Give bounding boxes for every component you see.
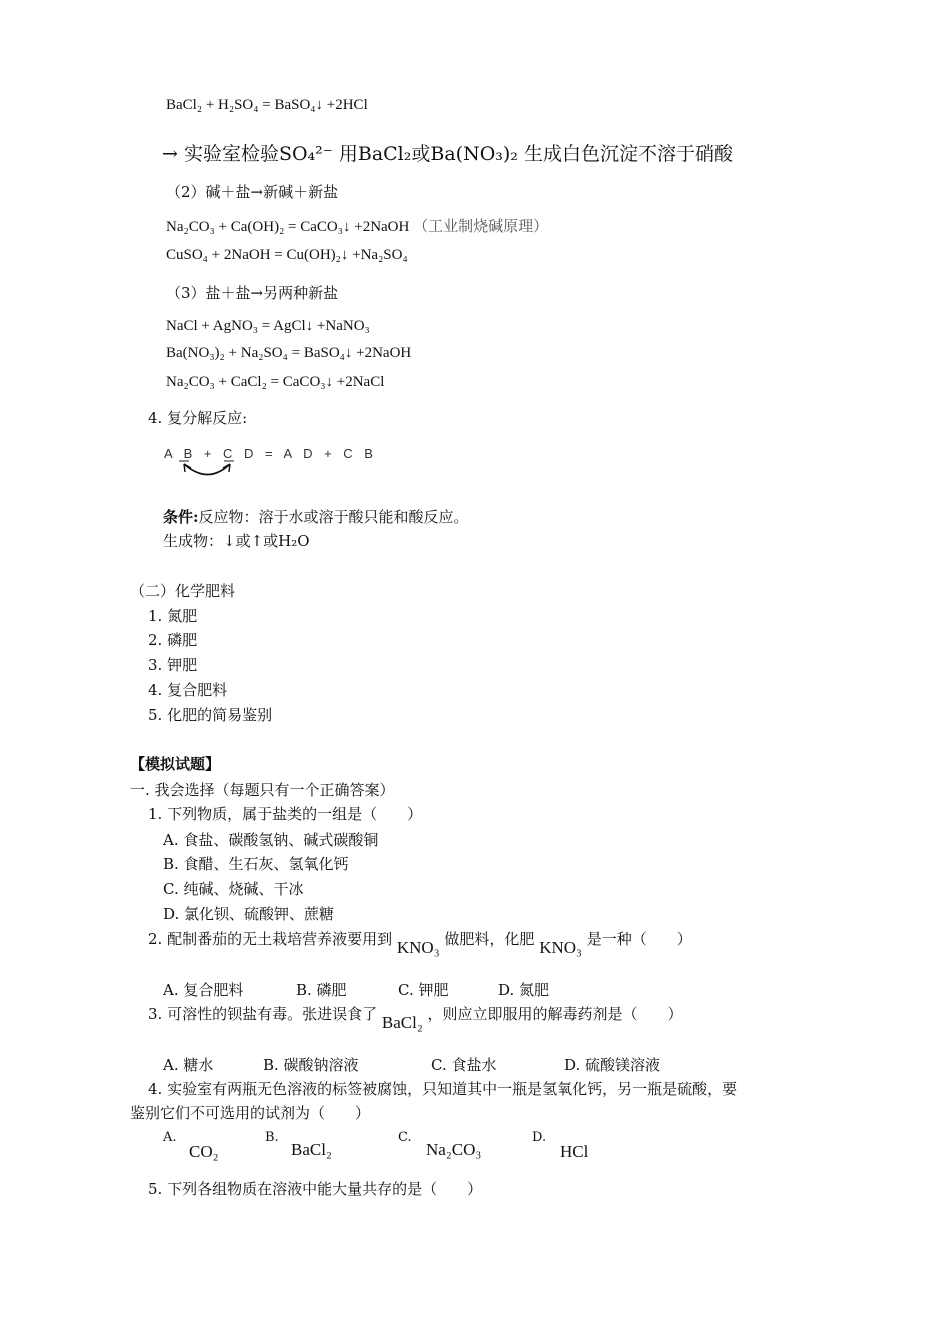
equation-text: Na₂CO₃ + Ca(OH)₂ = CaCO₃↓ +2NaOH [166,219,410,235]
quiz-section-title: 一. 我会选择（每题只有一个正确答案） [130,781,395,799]
question-4-option-d-letter: D. [532,1130,547,1145]
question-3-option-c: C. 食盐水 [431,1056,497,1074]
question-4-stem-line-2: 鉴别它们不可选用的试剂为（ ） [130,1104,371,1122]
question-4-option-b-letter: B. [265,1130,279,1145]
question-5-stem: 5. 下列各组物质在溶液中能大量共存的是（ ） [148,1180,483,1198]
condition-line [163,507,469,527]
fertilizer-item: 5. 化肥的简易鉴别 [148,706,273,724]
sulfate-test-line: → 实验室检验SO₄²⁻ 用BaCl₂或Ba(NO₃)₂ 生成白色沉淀不溶于硝酸 [162,143,733,165]
question-3-stem [148,1004,683,1032]
question-1-stem: 1. 下列物质，属于盐类的一组是（ ） [148,805,423,823]
product-line: 生成物：↓或↑或H₂O [163,532,310,550]
question-2-stem-part: 2. 配制番茄的无土栽培营养液要用到 [148,930,393,948]
salt-salt-heading: （3）盐＋盐→另两种新盐 [166,284,339,302]
fertilizer-item: 3. 钾肥 [148,656,198,674]
equation-cuso4-naoh: CuSO₄ + 2NaOH = Cu(OH)₂↓ +Na₂SO₄ [166,247,408,263]
double-decomposition-heading: 4. 复分解反应: [148,409,248,427]
fertilizer-heading: （二）化学肥料 [130,582,236,600]
question-2-stem-part: 是一种（ ） [586,930,692,948]
question-2-formula: KNO₃ [539,938,582,957]
question-1-option-b: B. 食醋、生石灰、氢氧化钙 [163,855,349,873]
question-1-option-a: A. 食盐、碳酸氢钠、碱式碳酸铜 [163,831,379,849]
fertilizer-item: 4. 复合肥料 [148,681,228,699]
exchange-diagram-text: A B + C D = A D + C B [164,446,377,461]
exchange-arrow-diagram [176,455,246,483]
equation-note: （工业制烧碱原理） [413,219,549,235]
question-2-option-a: A. 复合肥料 [163,981,244,999]
base-salt-heading: （2）碱＋盐→新碱＋新盐 [166,183,339,201]
condition-label: 条件: [163,508,199,526]
question-3-formula: BaCl₂ [381,1013,423,1032]
fertilizer-item: 1. 氮肥 [148,607,198,625]
equation-bacl2-h2so4: BaCl₂ + H₂SO₄ = BaSO₄↓ +2HCl [166,97,368,113]
question-4-option-b-value: BaCl₂ [291,1140,332,1159]
equation-na2co3-caoh2 [166,217,548,237]
question-2-stem-part: 做肥料，化肥 [444,930,535,948]
question-3-stem-part: 3. 可溶性的钡盐有毒。张进误食了 [148,1005,378,1023]
question-4-option-c-letter: C. [398,1130,412,1145]
question-1-option-c: C. 纯碱、烧碱、干冰 [163,880,304,898]
question-3-stem-part: ，则应立即服用的解毒药剂是（ ） [427,1005,683,1023]
question-2-stem [148,929,692,957]
question-4-option-a-value: CO₂ [189,1142,219,1161]
question-2-option-d: D. 氮肥 [498,981,550,999]
question-3-option-b: B. 碳酸钠溶液 [263,1056,359,1074]
question-2-option-c: C. 钾肥 [398,981,449,999]
condition-text: 反应物：溶于水或溶于酸只能和酸反应。 [198,508,469,526]
equation-na2co3-cacl2: Na₂CO₃ + CaCl₂ = CaCO₃↓ +2NaCl [166,374,385,390]
question-3-option-d: D. 硫酸镁溶液 [564,1056,661,1074]
equation-nacl-agno3: NaCl + AgNO₃ = AgCl↓ +NaNO₃ [166,318,370,334]
equation-bano32-na2so4: Ba(NO₃)₂ + Na₂SO₄ = BaSO₄↓ +2NaOH [166,345,412,361]
question-2-option-b: B. 磷肥 [296,981,347,999]
question-1-option-d: D. 氯化钡、硫酸钾、蔗糖 [163,905,335,923]
quiz-heading: 【模拟试题】 [130,755,221,773]
question-4-option-c-value: Na₂CO₃ [426,1140,482,1159]
question-4-option-a-letter: A. [163,1130,177,1145]
fertilizer-item: 2. 磷肥 [148,631,198,649]
question-4-option-d-value: HCl [560,1142,589,1161]
question-2-formula: KNO₃ [396,938,440,957]
question-3-option-a: A. 糖水 [163,1056,214,1074]
question-4-stem-line-1: 4. 实验室有两瓶无色溶液的标签被腐蚀，只知道其中一瓶是氢氧化钙，另一瓶是硫酸，要 [148,1080,738,1098]
